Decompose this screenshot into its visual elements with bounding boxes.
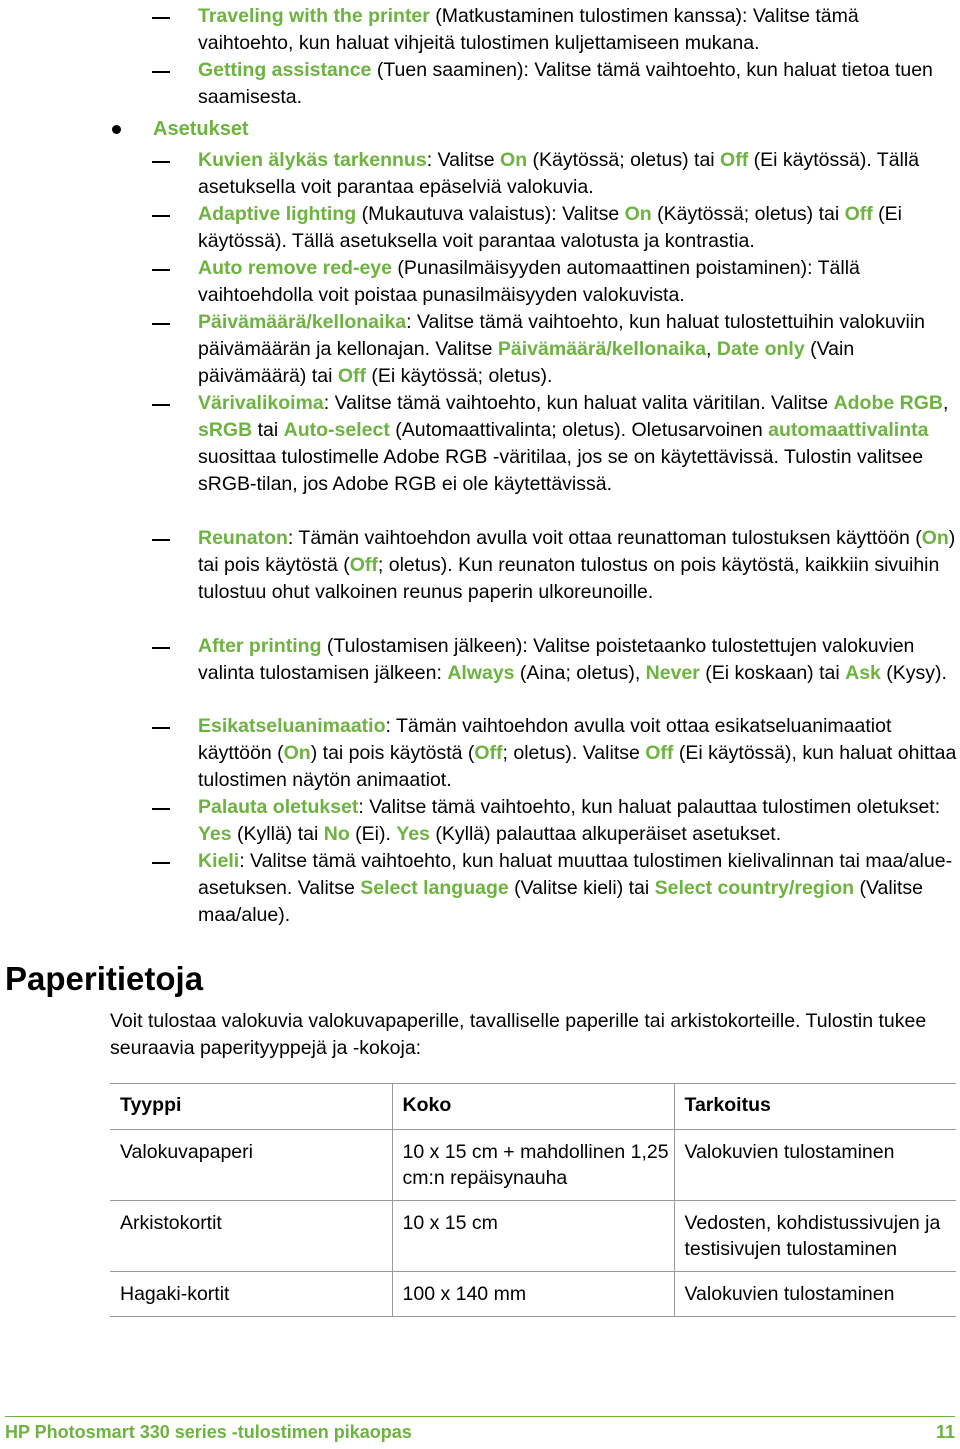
- list-item: [198, 848, 958, 929]
- list-item: [198, 525, 958, 606]
- highlighted-term: Off: [645, 742, 674, 764]
- highlighted-term: Esikatseluanimaatio: [198, 715, 386, 737]
- text-run: : Valitse tämä vaihtoehto, kun haluat muuttaa tulostimen kielivalinnan tai maa/alue-asetuksen. Valitse: [198, 850, 953, 899]
- dash-marker: [152, 539, 170, 541]
- text-run: : Tämän vaihtoehdon avulla voit ottaa esikatseluanimaatiot käyttöön (: [198, 715, 892, 764]
- table-cell: Arkistokortit: [110, 1201, 392, 1272]
- highlighted-term: Adaptive lighting: [198, 203, 357, 225]
- highlighted-term: Päivämäärä/kellonaika: [497, 338, 707, 360]
- text-run: (Ei käytössä). Tällä asetuksella voit parantaa epäselviä valokuvia.: [198, 149, 920, 198]
- bullet-icon: [112, 125, 121, 134]
- table-header-row: [110, 1084, 956, 1130]
- text-run: (Tuen saaminen): Valitse tämä vaihtoehto, kun haluat tietoa tuen saamisesta.: [198, 59, 933, 108]
- table-row: [110, 1272, 956, 1317]
- highlighted-term: Värivalikoima: [198, 392, 324, 414]
- footer-title: HP Photosmart 330 series -tulostimen pikaopas: [5, 1422, 412, 1442]
- intro-paragraph: Voit tulostaa valokuvia valokuvapaperille, tavalliselle paperille tai arkistokorteille. Tulostin tukee seuraavia paperityyppejä ja -kokoja:: [110, 1010, 927, 1059]
- highlighted-term: Palauta oletukset: [198, 796, 359, 818]
- list-item: [198, 633, 958, 687]
- highlighted-term: Always: [447, 662, 515, 684]
- table-cell: Valokuvien tulostaminen: [684, 1283, 895, 1305]
- highlighted-term: Off: [337, 365, 366, 387]
- text-run: (Valitse kieli) tai: [508, 877, 655, 899]
- highlighted-term: Select country/region: [654, 877, 855, 899]
- text-run: (Ei käytössä), kun haluat ohittaa tulostimen näytön animaatiot.: [198, 742, 957, 791]
- highlighted-term: automaattivalinta: [768, 419, 929, 441]
- highlighted-term: Off: [349, 554, 378, 576]
- table-header-cell: Koko: [392, 1084, 674, 1130]
- highlighted-term: No: [323, 823, 350, 845]
- text-run: ) tai pois käytöstä (: [310, 742, 475, 764]
- text-run: ,: [706, 338, 717, 360]
- highlighted-term: Select language: [360, 877, 509, 899]
- text-run: (Punasilmäisyyden automaattinen poistaminen): Tällä vaihtoehdolla voit poistaa punasilmäisyyden valokuvista.: [198, 257, 860, 306]
- text-run: (Kysy).: [880, 662, 947, 684]
- highlighted-term: Traveling with the printer: [198, 5, 430, 27]
- text-run: : Valitse tämä vaihtoehto, kun haluat palauttaa tulostimen oletukset:: [358, 796, 941, 818]
- table-cell: Vedosten, kohdistussivujen ja testisivujen tulostaminen: [684, 1212, 941, 1260]
- table-cell: 100 x 140 mm: [392, 1272, 674, 1317]
- highlighted-term: sRGB: [198, 419, 253, 441]
- dash-marker: [152, 323, 170, 325]
- highlighted-term: Off: [844, 203, 873, 225]
- list-item: [198, 201, 958, 255]
- section-heading: Paperitietoja: [5, 960, 204, 997]
- list-item: [198, 390, 958, 498]
- dash-marker: [152, 161, 170, 163]
- text-run: (Ei käytössä). Tällä asetuksella voit parantaa valotusta ja kontrastia.: [198, 203, 903, 252]
- dash-marker: [152, 215, 170, 217]
- page-footer: [5, 1416, 955, 1447]
- highlighted-term: Ask: [845, 662, 881, 684]
- text-run: (Tulostamisen jälkeen): Valitse poistetaanko tulostettujen valokuvien valinta tulostamisen jälkeen:: [198, 635, 915, 684]
- text-run: : Tämän vaihtoehdon avulla voit ottaa reunattoman tulostuksen käyttöön (: [287, 527, 922, 549]
- list-item: [198, 713, 958, 794]
- text-run: ) tai pois käytöstä (: [198, 527, 956, 576]
- text-run: suosittaa tulostimelle Adobe RGB -väritilaa, jos se on käytettävissä. Tulostin valitsee sRGB-tilan, jos Adobe RGB ei ole käytettävissä.: [198, 446, 924, 495]
- list-item: [198, 147, 958, 201]
- highlighted-term: Auto remove red-eye: [198, 257, 392, 279]
- dash-marker: [152, 862, 170, 864]
- highlighted-term: Auto-select: [283, 419, 390, 441]
- highlighted-term: Off: [474, 742, 503, 764]
- text-run: ; oletus). Valitse: [502, 742, 646, 764]
- highlighted-term: On: [283, 742, 311, 764]
- text-run: (Valitse maa/alue).: [198, 877, 924, 926]
- highlighted-term: Off: [720, 149, 749, 171]
- list-item: [198, 794, 958, 848]
- highlighted-term: On: [921, 527, 949, 549]
- dash-marker: [152, 647, 170, 649]
- highlighted-term: Getting assistance: [198, 59, 372, 81]
- highlighted-term: Reunaton: [198, 527, 288, 549]
- text-run: ,: [942, 392, 949, 414]
- dash-marker: [152, 71, 170, 73]
- table-row: [110, 1130, 956, 1201]
- highlighted-term: Never: [645, 662, 700, 684]
- table-cell: Valokuvapaperi: [110, 1130, 392, 1201]
- text-run: (Käytössä; oletus) tai: [651, 203, 845, 225]
- text-run: (Mukautuva valaistus): Valitse: [356, 203, 625, 225]
- highlighted-term: Adobe RGB: [833, 392, 943, 414]
- dash-marker: [152, 404, 170, 406]
- highlighted-term: Kieli: [198, 850, 240, 872]
- text-run: (Kyllä) palauttaa alkuperäiset asetukset.: [429, 823, 782, 845]
- bullet-label: Asetukset: [153, 118, 249, 140]
- text-run: (Ei käytössä; oletus).: [365, 365, 553, 387]
- text-run: tai: [252, 419, 284, 441]
- highlighted-term: Yes: [198, 823, 232, 845]
- text-run: : Valitse: [426, 149, 501, 171]
- table-cell: Valokuvien tulostaminen: [684, 1141, 895, 1163]
- highlighted-term: Päivämäärä/kellonaika: [198, 311, 407, 333]
- highlighted-term: After printing: [198, 635, 322, 657]
- dash-marker: [152, 727, 170, 729]
- text-run: : Valitse tämä vaihtoehto, kun haluat tulostettuihin valokuviin päivämäärän ja kellonajan. Valitse: [198, 311, 926, 360]
- table-cell: Hagaki-kortit: [110, 1272, 392, 1317]
- paper-table: [110, 1083, 956, 1317]
- text-run: (Kyllä) tai: [231, 823, 324, 845]
- list-item: [198, 309, 958, 390]
- table-row: [110, 1201, 956, 1272]
- list-item: [198, 57, 958, 111]
- table-header-cell: Tyyppi: [110, 1084, 392, 1130]
- highlighted-term: Kuvien älykäs tarkennus: [198, 149, 427, 171]
- text-run: (Matkustaminen tulostimen kanssa): Valitse tämä vaihtoehto, kun haluat vihjeitä tulostimen kuljettamiseen mukana.: [198, 5, 859, 54]
- dash-marker: [152, 808, 170, 810]
- dash-marker: [152, 269, 170, 271]
- dash-marker: [152, 17, 170, 19]
- text-run: (Automaattivalinta; oletus). Oletusarvoinen: [389, 419, 769, 441]
- text-run: (Ei koskaan) tai: [699, 662, 846, 684]
- highlighted-term: Date only: [716, 338, 805, 360]
- text-run: : Valitse tämä vaihtoehto, kun haluat valita väritilan. Valitse: [323, 392, 834, 414]
- text-run: (Aina; oletus),: [514, 662, 646, 684]
- list-item: [198, 3, 958, 57]
- highlighted-term: On: [500, 149, 528, 171]
- text-run: (Vain päivämäärä) tai: [198, 338, 855, 387]
- text-run: (Ei).: [349, 823, 397, 845]
- highlighted-term: Yes: [396, 823, 430, 845]
- highlighted-term: On: [624, 203, 652, 225]
- text-run: (Käytössä; oletus) tai: [527, 149, 721, 171]
- table-header-cell: Tarkoitus: [684, 1094, 771, 1116]
- text-run: ; oletus). Kun reunaton tulostus on pois käytöstä, kaikkiin sivuihin tulostuu ohut valkoinen reunus paperin ulkoreunoille.: [198, 554, 940, 603]
- table-cell: 10 x 15 cm + mahdollinen 1,25 cm:n repäisynauha: [392, 1130, 674, 1201]
- list-item: [198, 255, 958, 309]
- page-number: 11: [935, 1422, 955, 1442]
- table-cell: 10 x 15 cm: [392, 1201, 674, 1272]
